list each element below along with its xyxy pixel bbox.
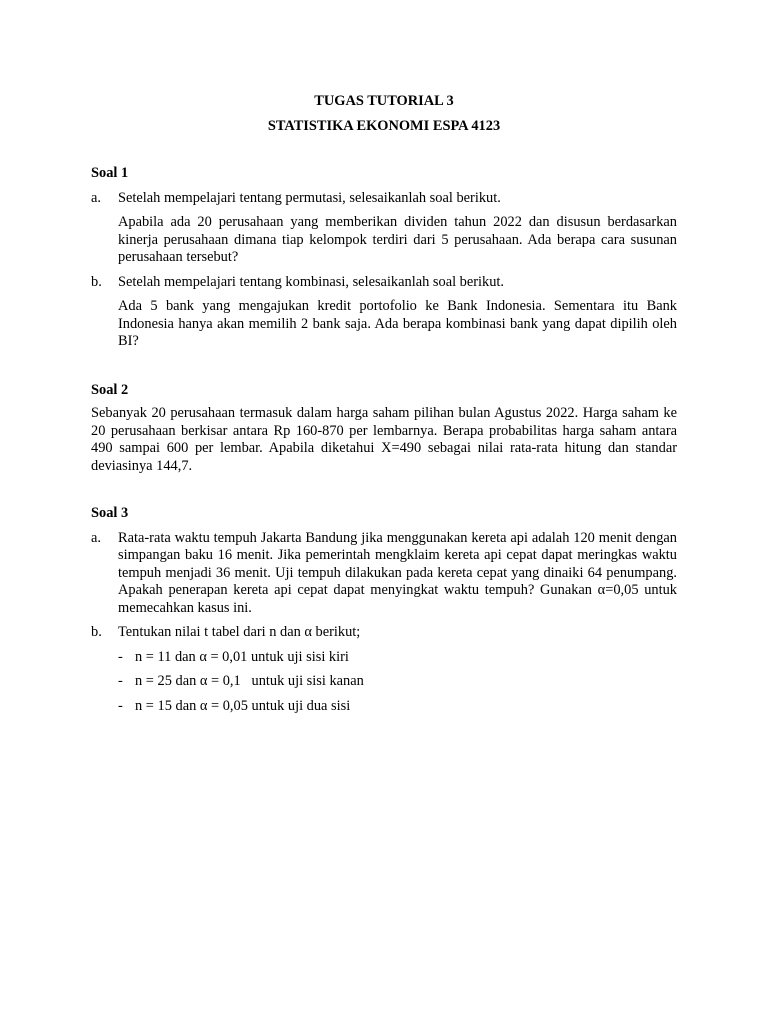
soal3-b-text: Tentukan nilai t tabel dari n dan α berikut; xyxy=(118,624,361,640)
list-item-text: n = 15 dan α = 0,05 untuk uji dua sisi xyxy=(135,697,351,714)
soal1-heading: Soal 1 xyxy=(91,165,129,181)
document-content xyxy=(91,93,677,715)
soal1-b-detail: Ada 5 bank yang mengajukan kredit portofolio ke Bank Indonesia. Sementara itu Bank Indonesia hanya akan memilih 2 bank saja. Ada berapa kombinasi bank yang dapat dipilih oleh BI? xyxy=(118,298,677,349)
soal3-b-label: b. xyxy=(91,624,102,640)
dash-mark: - xyxy=(118,673,123,689)
document-title: TUGAS TUTORIAL 3 xyxy=(314,93,454,109)
soal1-b-text: Setelah mempelajari tentang kombinasi, selesaikanlah soal berikut. xyxy=(118,273,505,290)
soal3-a-text: Rata-rata waktu tempuh Jakarta Bandung jika menggunakan kereta api adalah 120 menit dengan simpangan baku 16 menit. Jika pemerintah mengklaim kereta api cepat dapat meringkas waktu tempuh menjadi 36 menit. Uji tempuh dilakukan pada kereta cepat yang dinaiki 64 penumpang. Apakah penerapan kereta api cepat dapat menyingkat waktu tempuh? Gunakan α=0,05 untuk memecahkan kasus ini. xyxy=(118,529,677,616)
soal2-heading: Soal 2 xyxy=(91,381,129,398)
list-item xyxy=(118,673,677,691)
dash-mark: - xyxy=(118,648,123,665)
list-item-text: n = 25 dan α = 0,1 untuk uji sisi kanan xyxy=(135,673,364,689)
soal3-item-b xyxy=(91,624,677,642)
soal1-a-text: Setelah mempelajari tentang permutasi, selesaikanlah soal berikut. xyxy=(118,189,501,206)
soal1-b-label: b. xyxy=(91,273,102,290)
soal1-a-label: a. xyxy=(91,189,101,206)
soal3-heading: Soal 3 xyxy=(91,505,129,521)
soal3-a-label: a. xyxy=(91,529,101,546)
soal1-item-a xyxy=(91,190,677,208)
document-subtitle: STATISTIKA EKONOMI ESPA 4123 xyxy=(267,117,501,134)
list-item xyxy=(118,649,677,667)
list-item xyxy=(118,698,677,716)
list-item-text: n = 11 dan α = 0,01 untuk uji sisi kiri xyxy=(135,648,349,665)
soal1-a-detail: Apabila ada 20 perusahaan yang memberikan dividen tahun 2022 dan disusun berdasarkan kinerja perusahaan dimana tiap kelompok terdiri dari 5 perusahaan. Ada berapa cara susunan perusahaan tersebut? xyxy=(118,214,677,265)
soal1-item-b xyxy=(91,274,677,292)
soal2-text: Sebanyak 20 perusahaan termasuk dalam harga saham pilihan bulan Agustus 2022. Harga saham ke 20 perusahaan berkisar antara Rp 160-870 per lembarnya. Berapa probabilitas harga saham antara 490 sampai 600 per lembar. Apabila diketahui X=490 sebagai nilai rata-rata hitung dan standar deviasinya 144,7. xyxy=(91,405,677,474)
dash-mark: - xyxy=(118,697,123,714)
soal3-item-a xyxy=(91,530,677,618)
